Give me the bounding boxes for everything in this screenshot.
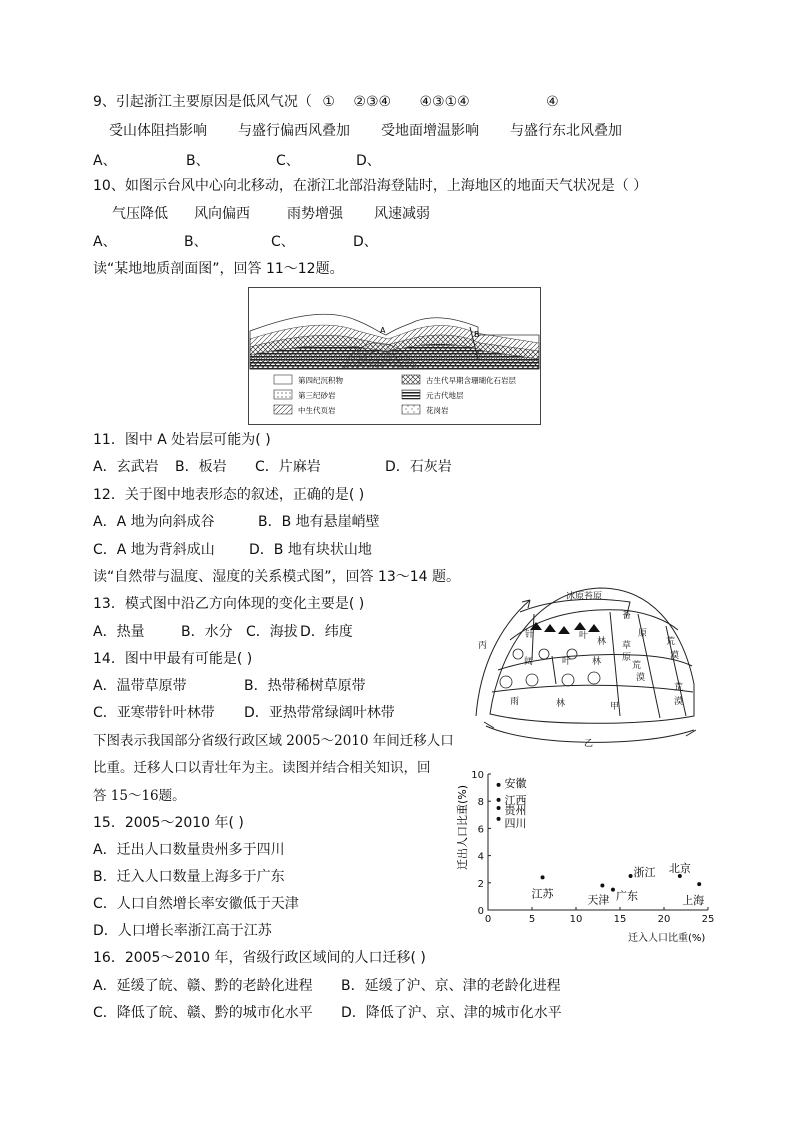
- reading-prompt-migration-3: 答 15～16题。: [93, 788, 186, 804]
- y-tick-label: 2: [477, 878, 484, 890]
- x-tick-label: 20: [657, 914, 671, 925]
- legend-paleozoic-coral: 古生代早期含珊瑚化石岩层: [426, 376, 516, 385]
- q12-stem: 12．关于图中地表形态的叙述，正确的是( ): [93, 487, 365, 503]
- axis-yi: 乙: [584, 739, 594, 749]
- geology-legend: [274, 375, 516, 415]
- chart-points: [497, 776, 705, 907]
- q15-option-b[interactable]: B．迁入人口数量上海多于广东: [93, 869, 285, 885]
- q10-option-c[interactable]: C、: [271, 234, 295, 250]
- zone-kuo-leaf: 叶: [562, 657, 572, 667]
- zone-cao-yuan: 原: [622, 653, 632, 663]
- q9-num-2: ②③④: [353, 94, 392, 110]
- q9-item-1: 受山体阻挡影响: [109, 123, 207, 139]
- zone-huang-2: 荒: [632, 661, 642, 671]
- y-tick-label: 6: [477, 824, 484, 836]
- q14-option-d[interactable]: D．亚热带常绿阔叶林带: [244, 705, 395, 721]
- q10-stem: 10、如图示台风中心向北移动，在浙江北部沿海登陆时，上海地区的地面天气状况是（ ）: [93, 178, 648, 194]
- x-tick-label: 15: [613, 914, 627, 925]
- zone-jia: 甲: [610, 702, 620, 712]
- legend-quaternary: 第四纪沉积物: [298, 376, 343, 385]
- label-a: A: [380, 326, 386, 335]
- q15-option-a[interactable]: A．迁出人口数量贵州多于四川: [93, 842, 285, 858]
- data-point-label: 北京: [668, 862, 691, 875]
- data-point: [541, 875, 545, 879]
- zone-needle-forest: 林: [597, 637, 607, 647]
- data-point: [497, 806, 501, 810]
- q9-item-2: 与盛行偏西风叠加: [238, 123, 350, 139]
- q16-option-c[interactable]: C．降低了皖、赣、黔的城市化水平: [93, 1005, 313, 1021]
- q12-option-b[interactable]: B．B 地有悬崖峭壁: [258, 514, 380, 530]
- q14-option-c[interactable]: C．亚寒带针叶林带: [93, 705, 215, 721]
- legend-tertiary-sandstone: 第三纪砂岩: [298, 391, 336, 400]
- zone-kuo: 阔: [524, 657, 534, 667]
- data-point: [497, 798, 501, 802]
- data-point: [611, 888, 615, 892]
- reading-prompt-migration-1: 下图表示我国部分省级行政区域 2005～2010 年间迁移人口: [93, 733, 454, 749]
- q9-option-d[interactable]: D、: [356, 153, 381, 169]
- q12-option-c[interactable]: C．A 地为背斜成山: [93, 542, 215, 558]
- geologic-cross-section: [248, 287, 541, 425]
- q9-num-3: ④③①④: [419, 94, 470, 110]
- q14-stem: 14．图中甲最有可能是( ): [93, 651, 253, 667]
- q11-stem: 11．图中 A 处岩层可能为( ): [93, 432, 271, 448]
- reading-prompt-natural-zones: 读“自然带与温度、湿度的关系模式图”，回答 13～14 题。: [93, 569, 461, 585]
- y-tick-label: 8: [477, 797, 484, 809]
- legend-proterozoic: 元古代地层: [426, 391, 464, 400]
- axis-bing: 丙: [478, 641, 488, 651]
- y-tick-label: 4: [477, 851, 484, 863]
- q16-stem: 16．2005～2010 年，省级行政区域间的人口迁移( ): [93, 950, 426, 966]
- zone-cao: 草: [622, 641, 632, 651]
- q9-option-c[interactable]: C、: [276, 153, 300, 169]
- q11-option-c[interactable]: C．片麻岩: [255, 459, 321, 475]
- zone-needle-leaf: 叶: [579, 631, 589, 641]
- zone-yu-forest: 林: [556, 699, 566, 709]
- data-point: [497, 817, 501, 821]
- q9-item-3: 受地面增温影响: [381, 123, 479, 139]
- chart-xlabel: 迁入人口比重(%): [628, 933, 706, 944]
- data-point-label: 天津: [587, 893, 610, 907]
- q16-option-a[interactable]: A．延缓了皖、赣、黔的老龄化进程: [93, 978, 313, 994]
- data-point: [497, 783, 501, 787]
- data-point-label: 广东: [615, 889, 638, 903]
- zone-needle: 针: [525, 630, 535, 640]
- data-point: [629, 874, 633, 878]
- q15-stem: 15．2005～2010 年( ): [93, 815, 244, 831]
- data-point-label: 四川: [504, 816, 527, 830]
- zone-huang-3: 荒: [674, 683, 684, 693]
- q9-option-b[interactable]: B、: [186, 153, 210, 169]
- q9-num-4: ④: [546, 94, 559, 110]
- cross-section-body: [250, 314, 539, 369]
- q10-item-3: 雨势增强: [287, 206, 343, 222]
- data-point-label: 浙江: [633, 866, 656, 879]
- q16-option-b[interactable]: B．延缓了沪、京、津的老龄化进程: [341, 978, 561, 994]
- data-point-label: 安徽: [504, 776, 527, 790]
- q14-option-b[interactable]: B．热带稀树草原带: [244, 678, 366, 694]
- q10-option-b[interactable]: B、: [184, 234, 208, 250]
- x-tick-label: 25: [701, 914, 715, 925]
- legend-granite: 花岗岩: [426, 406, 449, 415]
- data-point-label: 贵州: [504, 804, 527, 817]
- q13-option-b[interactable]: B．水分: [181, 624, 233, 640]
- q15-option-d[interactable]: D．人口增长率浙江高于江苏: [93, 923, 272, 939]
- zone-huang-1: 荒: [666, 637, 676, 647]
- migration-scatter-chart: [452, 760, 732, 944]
- q9-stem: 9、引起浙江主要原因是低风气况（ ① ②③④ ④③①④ ④: [93, 94, 559, 110]
- data-point-label: 上海: [682, 894, 705, 908]
- zone-mo-1: 漠: [670, 651, 680, 661]
- q10-option-a[interactable]: A、: [93, 234, 117, 250]
- q11-option-a[interactable]: A．玄武岩: [93, 459, 159, 475]
- q10-option-d[interactable]: D、: [353, 234, 378, 250]
- label-b: B: [474, 330, 480, 339]
- q10-item-2: 风向偏西: [194, 206, 250, 222]
- data-point-label: 江苏: [531, 887, 554, 901]
- q10-item-1: 气压降低: [112, 206, 168, 222]
- q9-num-1: ①: [322, 94, 335, 110]
- legend-mesozoic-shale: 中生代页岩: [298, 406, 336, 415]
- q11-option-d[interactable]: D．石灰岩: [385, 459, 452, 475]
- q14-option-a[interactable]: A．温带草原带: [93, 678, 187, 694]
- data-point: [600, 884, 604, 888]
- q9-item-4: 与盛行东北风叠加: [510, 123, 622, 139]
- zone-yu: 雨: [510, 697, 520, 707]
- q11-option-b[interactable]: B．板岩: [175, 459, 227, 475]
- x-tick-label: 5: [528, 914, 536, 925]
- zone-kuo-forest: 林: [592, 657, 602, 667]
- natural-zone-model-diagram: [470, 566, 706, 752]
- q12-option-a[interactable]: A．A 地为向斜成谷: [93, 514, 215, 530]
- y-tick-label: 10: [471, 770, 484, 781]
- zone-yuan: 原: [638, 629, 648, 639]
- zone-tundra: 冰原苔原: [566, 592, 603, 602]
- q16-option-d[interactable]: D．降低了沪、京、津的城市化水平: [341, 1005, 562, 1021]
- q15-option-c[interactable]: C．人口自然增长率安徽低于天津: [93, 896, 299, 912]
- q12-option-d[interactable]: D．B 地有块状山地: [249, 542, 372, 558]
- q13-option-c[interactable]: C．海拔: [246, 624, 298, 640]
- data-point-label: 江西: [504, 793, 527, 807]
- x-tick-label: 10: [569, 914, 583, 925]
- q13-option-a[interactable]: A．热量: [93, 624, 145, 640]
- zone-tai: 苔: [622, 611, 632, 621]
- q9-option-a[interactable]: A、: [93, 153, 117, 169]
- x-tick-label: 0: [484, 914, 492, 925]
- y-tick-label: 0: [477, 906, 484, 917]
- reading-prompt-geology: 读“某地地质剖面图”，回答 11～12题。: [93, 261, 344, 277]
- q13-option-d[interactable]: D．纬度: [300, 624, 353, 640]
- q13-stem: 13．模式图中沿乙方向体现的变化主要是( ): [93, 596, 365, 612]
- reading-prompt-migration-2: 比重。迁移人口以青壮年为主。读图并结合相关知识，回: [93, 760, 431, 776]
- q10-item-4: 风速减弱: [374, 206, 430, 222]
- data-point: [697, 882, 701, 886]
- zone-mo-3: 漠: [674, 697, 684, 707]
- chart-ylabel: 迁出人口比重(%): [456, 784, 469, 870]
- zone-mo-2: 漠: [636, 673, 646, 683]
